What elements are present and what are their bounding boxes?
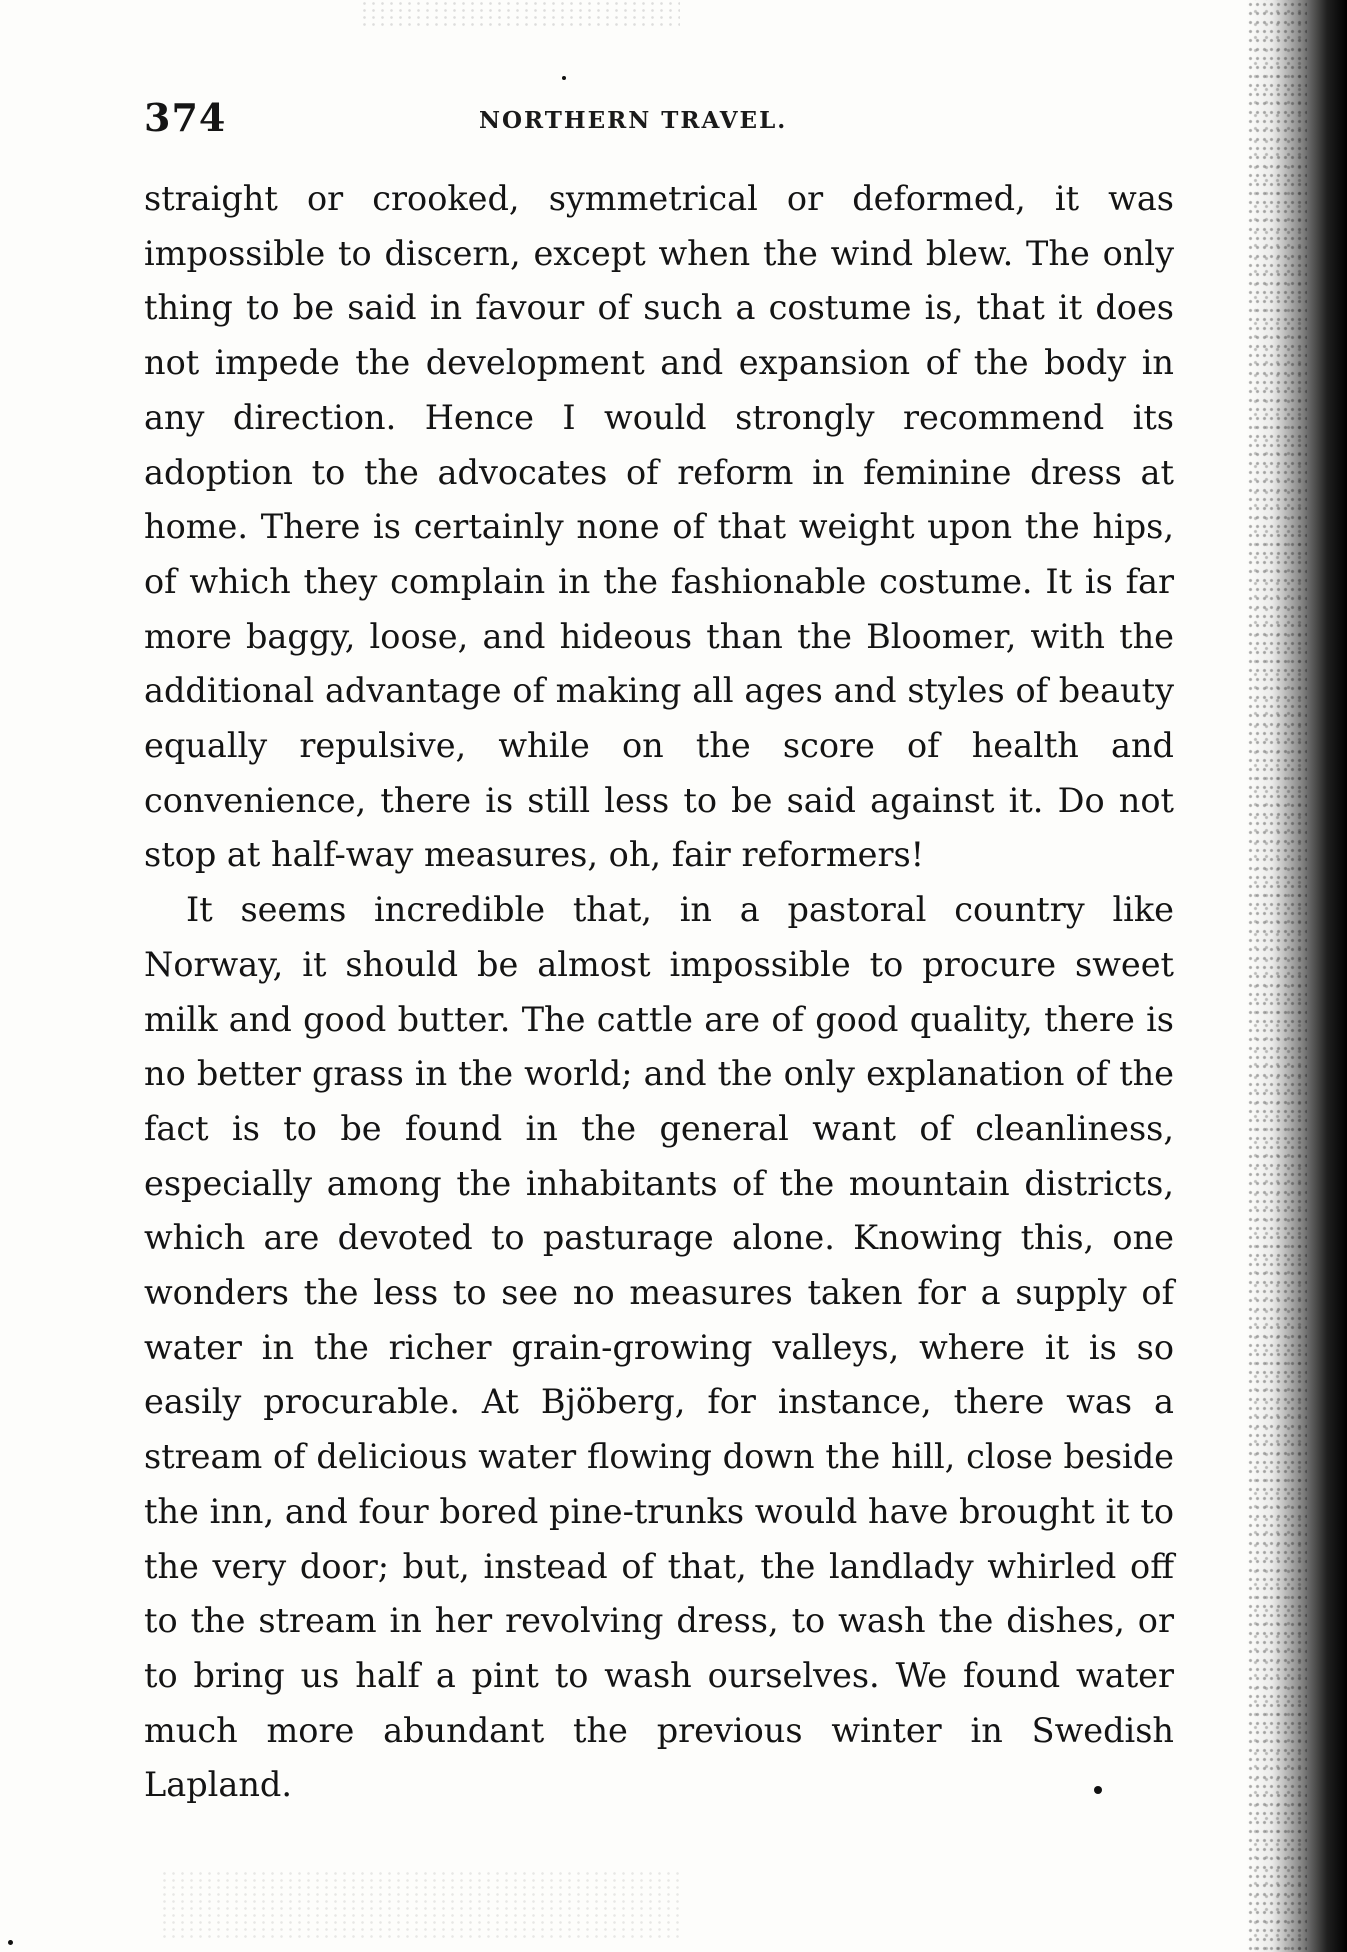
scan-noise-bottom (160, 1870, 680, 1940)
ink-speck (8, 1940, 13, 1945)
running-head (144, 95, 1174, 139)
page-number: 374 (144, 95, 227, 140)
running-title: NORTHERN TRAVEL. (479, 107, 788, 134)
body-text (144, 172, 1174, 1813)
binding-speckle (1247, 0, 1307, 1952)
paragraph: It seems incredible that, in a pastoral country like Norway, it should be almost impossible to procure sweet milk and good butter. The cattle are of good quality, there is no better grass in the world; and the only explanation of the fact is to be found in the general want of cleanliness, especially among the inhabitants of the mountain districts, which are devoted to pasturage alone. Knowing this, one wonders the less to see no measures taken for a supply of water in the richer grain-growing valleys, where it is so easily procurable. At Bjöberg, for instance, there was a stream of delicious water flowing down the hill, close beside the inn, and four bored pine-trunks would have brought it to the very door; but, instead of that, the landlady whirled off to the stream in her revolving dress, to wash the dishes, or to bring us half a pint to wash ourselves. We found water much more abundant the previous winter in Swedish Lapland. (144, 890, 1174, 1805)
paragraph: straight or crooked, symmetrical or deformed, it was impossible to discern, except when the wind blew. The only thing to be said in favour of such a costume is, that it does not impede the development and expansion of the body in any direction. Hence I would strongly recommend its adoption to the advocates of reform in feminine dress at home. There is certainly none of that weight upon the hips, of which they complain in the fashionable costume. It is far more baggy, loose, and hideous than the Bloomer, with the additional advantage of making all ages and styles of beauty equally repulsive, while on the score of health and convenience, there is still less to be said against it. Do not stop at half-way measures, oh, fair reformers! (144, 179, 1174, 875)
ink-speck (1094, 1786, 1102, 1794)
ink-speck (562, 76, 566, 80)
scan-noise-top (360, 0, 680, 30)
